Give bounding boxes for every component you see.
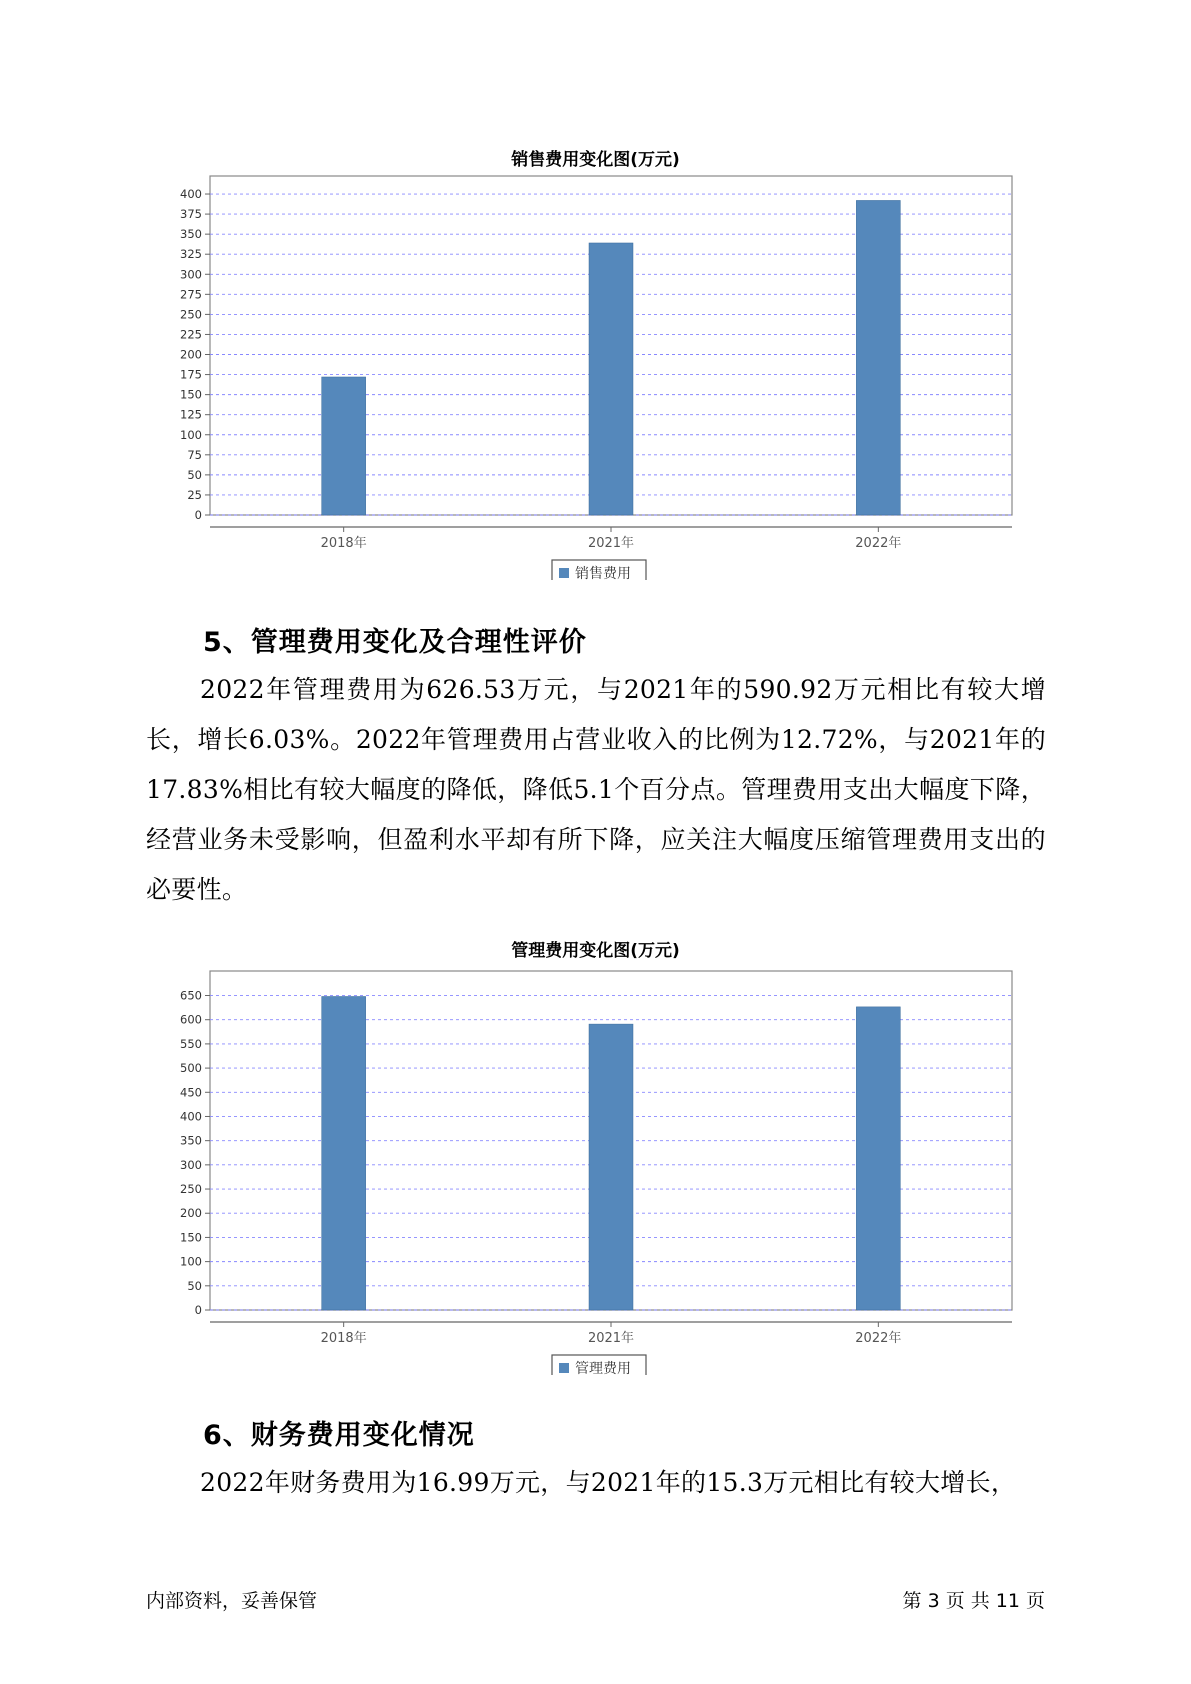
y-tick-label: 600 <box>180 1012 202 1027</box>
section-6-heading: 6、财务费用变化情况 <box>203 1420 475 1451</box>
x-tick-label: 2021年 <box>587 1331 635 1346</box>
bar <box>589 1024 633 1310</box>
y-tick-label: 250 <box>180 1182 202 1197</box>
y-tick-label: 150 <box>180 387 202 402</box>
legend-swatch <box>559 568 569 578</box>
y-tick-label: 350 <box>180 227 202 242</box>
footer-page-number: 第 3 页 共 11 页 <box>902 1590 1045 1612</box>
y-tick-label: 500 <box>180 1061 202 1076</box>
y-tick-label: 0 <box>194 508 202 522</box>
legend-label: 管理费用 <box>575 1361 631 1375</box>
section-5-paragraph: 2022年管理费用为626.53万元，与2021年的590.92万元相比有较大增长，增长6.03%。2022年管理费用占营业收入的比例为12.72%，与2021年的17.83%相比有较大幅度的降低，降低5.1个百分点。管理费用支出大幅度下降，经营业务未受影响，但盈利水平却有所下降，应关注大幅度压缩管理费用支出的必要性。 <box>146 675 1046 904</box>
section-6-paragraph: 2022年财务费用为16.99万元，与2021年的15.3万元相比有较大增长， <box>200 1468 1017 1497</box>
y-tick-label: 300 <box>180 267 202 282</box>
sales-expense-chart <box>0 160 1191 580</box>
bar <box>856 200 900 515</box>
y-tick-label: 175 <box>180 367 202 382</box>
y-tick-label: 300 <box>180 1157 202 1172</box>
y-tick-label: 200 <box>180 347 202 362</box>
y-tick-label: 250 <box>180 307 202 322</box>
y-tick-label: 50 <box>187 467 202 482</box>
y-tick-label: 275 <box>180 287 202 302</box>
x-tick-label: 2022年 <box>855 1331 902 1346</box>
y-tick-label: 650 <box>180 988 202 1003</box>
y-tick-label: 125 <box>180 407 202 422</box>
x-tick-label: 2018年 <box>320 1331 367 1346</box>
section-5-heading: 5、管理费用变化及合理性评价 <box>203 627 587 658</box>
bar <box>322 377 366 515</box>
y-tick-label: 400 <box>180 1109 202 1124</box>
x-tick-label: 2022年 <box>855 536 902 551</box>
legend-label: 销售费用 <box>575 566 631 580</box>
bar <box>322 996 366 1310</box>
y-tick-label: 400 <box>180 187 202 202</box>
chart-title-sales: 销售费用变化图(万元) <box>511 150 680 170</box>
y-tick-label: 50 <box>187 1278 202 1293</box>
y-tick-label: 225 <box>180 327 202 342</box>
footer-confidential-note: 内部资料，妥善保管 <box>146 1590 318 1612</box>
legend <box>552 1355 646 1375</box>
y-tick-label: 25 <box>187 487 202 502</box>
x-tick-label: 2018年 <box>320 536 367 551</box>
legend-swatch <box>559 1363 569 1373</box>
y-tick-label: 100 <box>180 427 202 442</box>
y-tick-label: 550 <box>180 1036 202 1051</box>
chart-title-admin: 管理费用变化图(万元) <box>511 941 680 961</box>
y-tick-label: 0 <box>194 1303 202 1317</box>
admin-expense-chart <box>0 955 1191 1375</box>
legend <box>552 560 646 580</box>
bar <box>856 1007 900 1310</box>
y-tick-label: 75 <box>187 447 202 462</box>
y-tick-label: 350 <box>180 1133 202 1148</box>
y-tick-label: 200 <box>180 1206 202 1221</box>
y-tick-label: 100 <box>180 1254 202 1269</box>
y-tick-label: 450 <box>180 1085 202 1100</box>
y-tick-label: 325 <box>180 247 202 262</box>
bar <box>589 243 633 515</box>
y-tick-label: 150 <box>180 1230 202 1245</box>
x-tick-label: 2021年 <box>587 536 635 551</box>
y-tick-label: 375 <box>180 207 202 222</box>
